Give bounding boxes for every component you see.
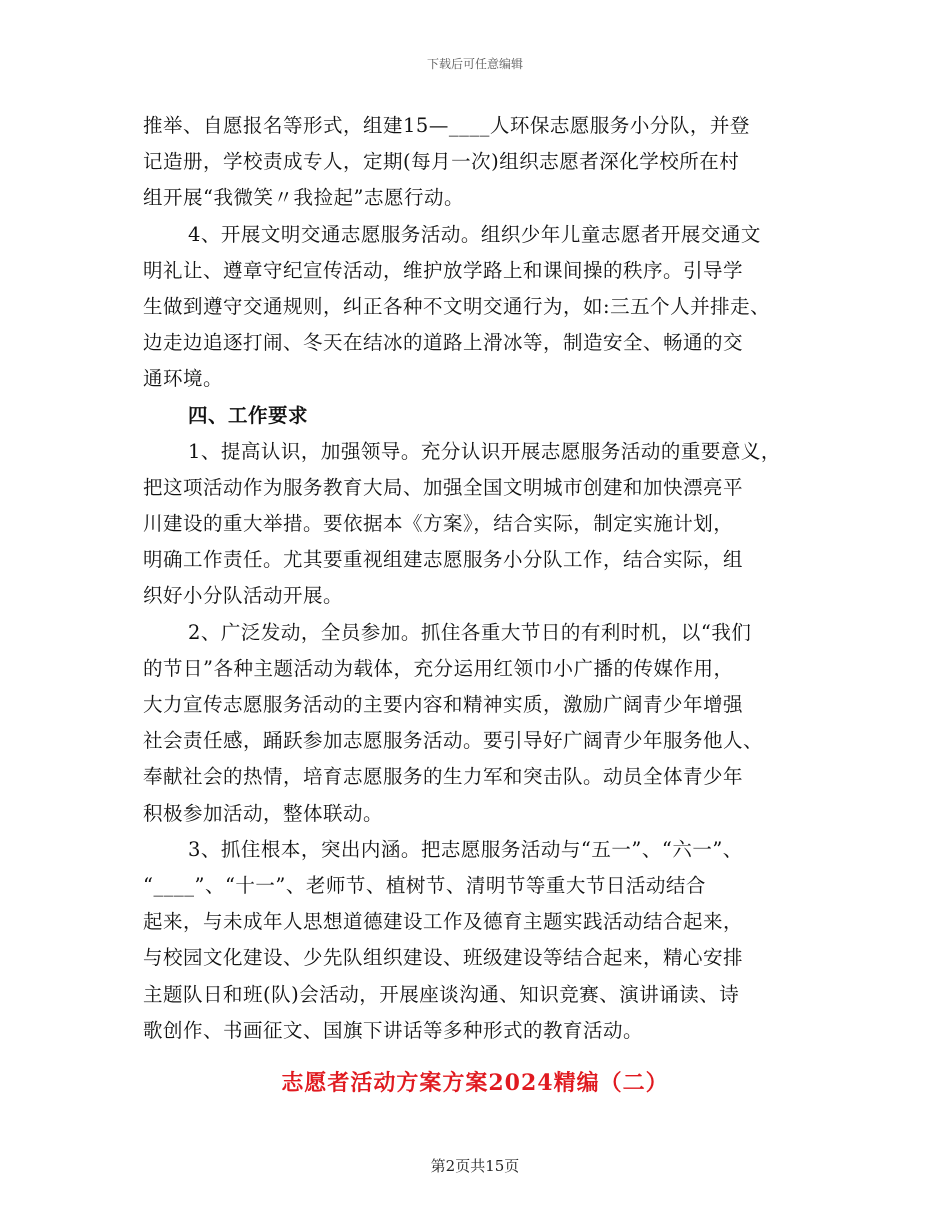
text-line: 通环境。	[143, 367, 224, 391]
body-text	[143, 108, 833, 1049]
text-line: 奉献社会的热情，培育志愿服务的生力军和突击队。动员全体青少年	[143, 765, 744, 789]
text-line: 3、抓住根本，突出内涵。把志愿服务活动与“五一”、“六一”、	[188, 837, 743, 861]
section-title: 志愿者活动方案方案2024精编（二）	[281, 1070, 669, 1096]
text-line: 社会责任感，踊跃参加志愿服务活动。要引导好广阔青少年服务他人、	[143, 729, 764, 753]
text-line: 的节日”各种主题活动为载体，充分运用红领巾小广播的传媒作用，	[143, 656, 734, 680]
text-line: “____”、“十一”、老师节、植树节、清明节等重大节日活动结合	[143, 873, 706, 897]
text-line: 歌创作、书画征文、国旗下讲话等多种形式的教育活动。	[143, 1018, 644, 1042]
page-footer: 第2页共15页	[430, 1157, 520, 1175]
page-header: 下载后可任意编辑	[426, 57, 523, 71]
text-line: 记造册，学校责成专人，定期(每月一次)组织志愿者深化学校所在村	[143, 150, 740, 174]
text-line: 与校园文化建设、少先队组织建设、班级建设等结合起来，精心安排	[143, 946, 744, 970]
text-line: 织好小分队活动开展。	[143, 584, 344, 608]
text-line: 组开展“我微笑〃我捡起”志愿行动。	[143, 186, 464, 210]
text-line: 起来，与未成年人思想道德建设工作及德育主题实践活动结合起来，	[143, 910, 744, 934]
text-line: 主题队日和班(队)会活动，开展座谈沟通、知识竞赛、演讲诵读、诗	[143, 982, 740, 1006]
text-line: 生做到遵守交通规则，纠正各种不文明交通行为，如:三五个人并排走、	[143, 294, 771, 318]
text-line: 边走边追逐打闹、冬天在结冰的道路上滑冰等，制造安全、畅通的交	[143, 331, 744, 355]
text-line: 把这项活动作为服务教育大局、加强全国文明城市创建和加快漂亮平	[143, 475, 744, 499]
text-line: 推举、自愿报名等形式，组建15—____人环保志愿服务小分队，并登	[143, 114, 750, 137]
section-heading: 四、工作要求	[188, 403, 309, 427]
text-line: 明礼让、遵章守纪宣传活动，维护放学路上和课间操的秩序。引导学	[143, 258, 744, 282]
text-line: 积极参加活动，整体联动。	[143, 801, 384, 825]
text-line: 大力宣传志愿服务活动的主要内容和精神实质，激励广阔青少年增强	[143, 693, 744, 716]
text-line: 4、开展文明交通志愿服务活动。组织少年儿童志愿者开展交通文	[188, 222, 761, 246]
text-line: 川建设的重大举措。要依据本《方案》，结合实际，制定实施计划，	[143, 512, 734, 536]
text-line: 明确工作责任。尤其要重视组建志愿服务小分队工作，结合实际，组	[143, 548, 744, 572]
text-line: 2、广泛发动，全员参加。抓住各重大节日的有利时机，以“我们	[188, 620, 752, 644]
text-line: 1、提高认识，加强领导。充分认识开展志愿服务活动的重要意义，	[188, 439, 781, 463]
